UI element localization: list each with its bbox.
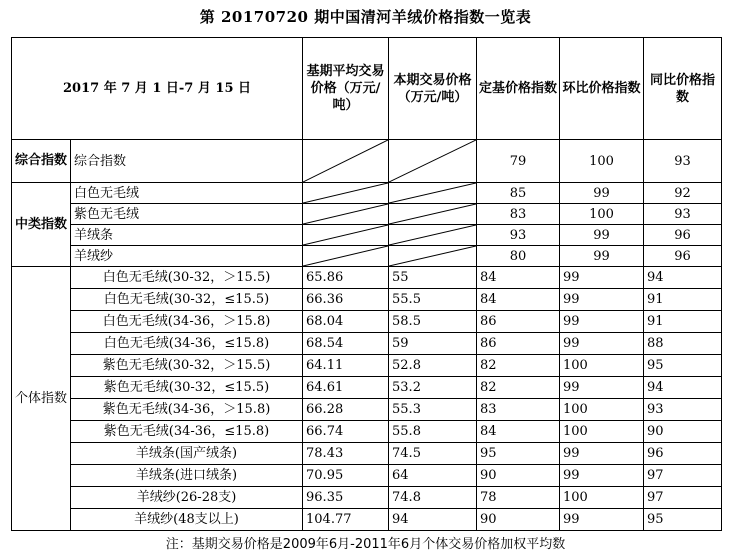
- yoy-value: 96: [644, 443, 722, 465]
- current-price-value: 94: [389, 509, 477, 531]
- table-row: [12, 399, 722, 421]
- base-price-empty: [303, 183, 389, 204]
- current-price-value: 74.5: [389, 443, 477, 465]
- mom-value: 100: [560, 421, 644, 443]
- mom-value: 100: [560, 487, 644, 509]
- fixed-base-value: 82: [477, 377, 560, 399]
- table-row: [12, 183, 722, 204]
- table-row: [12, 421, 722, 443]
- fixed-base-value: 82: [477, 355, 560, 377]
- yoy-value: 96: [644, 225, 722, 246]
- item-name: 羊绒条(国产绒条): [71, 443, 303, 465]
- current-price-empty: [389, 204, 477, 225]
- diagonal-line: [389, 204, 476, 224]
- base-price-value: 104.77: [303, 509, 389, 531]
- current-price-value: 74.8: [389, 487, 477, 509]
- item-name: 白色无毛绒(30-32，≤15.5): [71, 289, 303, 311]
- current-price-empty: [389, 183, 477, 204]
- table-row: [12, 443, 722, 465]
- item-name: 羊绒纱(26-28支): [71, 487, 303, 509]
- fixed-base-value: 84: [477, 421, 560, 443]
- item-name: 白色无毛绒(30-32，＞15.5): [71, 267, 303, 289]
- base-price-value: 66.74: [303, 421, 389, 443]
- footnote: 注：基期交易价格是2009年6月-2011年6月个体交易价格加权平均数: [165, 537, 566, 552]
- diagonal-line: [389, 225, 476, 245]
- fixed-base-value: 83: [477, 399, 560, 421]
- table-row: [12, 289, 722, 311]
- yoy-value: 93: [644, 399, 722, 421]
- yoy-value: 97: [644, 487, 722, 509]
- current-price-empty: [389, 225, 477, 246]
- yoy-value: 88: [644, 333, 722, 355]
- fixed-base-value: 86: [477, 311, 560, 333]
- table-row: [12, 140, 722, 183]
- mom-value: 99: [560, 377, 644, 399]
- table-row: [12, 509, 722, 531]
- table-row: [12, 246, 722, 267]
- base-price-value: 66.36: [303, 289, 389, 311]
- table-row: [12, 465, 722, 487]
- current-price-value: 59: [389, 333, 477, 355]
- diagonal-line: [389, 140, 476, 182]
- current-price-value: 52.8: [389, 355, 477, 377]
- item-name: 羊绒条: [71, 225, 303, 246]
- current-price-value: 64: [389, 465, 477, 487]
- item-name: 白色无毛绒(34-36，≤15.8): [71, 333, 303, 355]
- mom-value: 99: [560, 267, 644, 289]
- item-name: 紫色无毛绒(34-36，＞15.8): [71, 399, 303, 421]
- diagonal-line: [389, 183, 476, 203]
- diagonal-line: [303, 246, 388, 266]
- diagonal-line: [389, 246, 476, 266]
- fixed-base-value: 95: [477, 443, 560, 465]
- base-price-empty: [303, 225, 389, 246]
- item-name: 紫色无毛绒(30-32，＞15.5): [71, 355, 303, 377]
- mom-value: 100: [560, 399, 644, 421]
- middle-category: 中类指数: [12, 183, 71, 267]
- fixed-base-value: 83: [477, 204, 560, 225]
- base-price-value: 70.95: [303, 465, 389, 487]
- fixed-base-value: 93: [477, 225, 560, 246]
- fixed-base-value: 90: [477, 465, 560, 487]
- base-price-value: 66.28: [303, 399, 389, 421]
- yoy-value: 95: [644, 509, 722, 531]
- individual-category: 个体指数: [12, 267, 71, 531]
- current-price-header: 本期交易价格（万元/吨）: [389, 38, 477, 140]
- mom-value: 99: [560, 311, 644, 333]
- current-price-empty: [389, 246, 477, 267]
- item-name: 紫色无毛绒(34-36，≤15.8): [71, 421, 303, 443]
- yoy-value: 94: [644, 267, 722, 289]
- table-row: [12, 355, 722, 377]
- item-name: 羊绒纱: [71, 246, 303, 267]
- current-price-value: 58.5: [389, 311, 477, 333]
- period-header: 2017 年 7 月 1 日-7 月 15 日: [12, 38, 303, 140]
- table-title: 第 20170720 期中国清河羊绒价格指数一览表: [199, 8, 532, 26]
- yoy-value: 90: [644, 421, 722, 443]
- item-name: 紫色无毛绒: [71, 204, 303, 225]
- mom-value: 100: [560, 355, 644, 377]
- yoy-value: 97: [644, 465, 722, 487]
- yoy-value: 93: [644, 204, 722, 225]
- diagonal-line: [303, 140, 388, 182]
- fixed-base-value: 80: [477, 246, 560, 267]
- fixed-base-index-header: 定基价格指数: [477, 38, 560, 140]
- base-price-value: 78.43: [303, 443, 389, 465]
- base-price-value: 64.61: [303, 377, 389, 399]
- table-row: [12, 225, 722, 246]
- yoy-value: 95: [644, 355, 722, 377]
- mom-value: 99: [560, 246, 644, 267]
- yoy-value: 96: [644, 246, 722, 267]
- mom-value: 99: [560, 225, 644, 246]
- current-price-value: 55.8: [389, 421, 477, 443]
- yoy-value: 91: [644, 289, 722, 311]
- base-price-empty: [303, 246, 389, 267]
- base-price-header: 基期平均交易价格（万元/吨）: [303, 38, 389, 140]
- diagonal-line: [303, 225, 388, 245]
- base-price-empty: [303, 140, 389, 183]
- table-row: [12, 487, 722, 509]
- item-name: 白色无毛绒: [71, 183, 303, 204]
- mom-value: 99: [560, 183, 644, 204]
- mom-value: 99: [560, 509, 644, 531]
- item-name: 羊绒条(进口绒条): [71, 465, 303, 487]
- table-row: [12, 333, 722, 355]
- yoy-value: 92: [644, 183, 722, 204]
- base-price-empty: [303, 204, 389, 225]
- price-index-table: [11, 37, 722, 531]
- fixed-base-value: 79: [477, 140, 560, 183]
- mom-value: 99: [560, 443, 644, 465]
- base-price-value: 64.11: [303, 355, 389, 377]
- current-price-value: 53.2: [389, 377, 477, 399]
- fixed-base-value: 86: [477, 333, 560, 355]
- table-row: [12, 311, 722, 333]
- item-name: 白色无毛绒(34-36，＞15.8): [71, 311, 303, 333]
- table-row: [12, 204, 722, 225]
- current-price-empty: [389, 140, 477, 183]
- item-name: 羊绒纱(48支以上): [71, 509, 303, 531]
- yoy-value: 93: [644, 140, 722, 183]
- diagonal-line: [303, 204, 388, 224]
- mom-index-header: 环比价格指数: [560, 38, 644, 140]
- yoy-value: 91: [644, 311, 722, 333]
- fixed-base-value: 90: [477, 509, 560, 531]
- mom-value: 100: [560, 204, 644, 225]
- yoy-index-header: 同比价格指数: [644, 38, 722, 140]
- fixed-base-value: 78: [477, 487, 560, 509]
- base-price-value: 68.04: [303, 311, 389, 333]
- composite-category: 综合指数: [12, 140, 71, 183]
- item-name: 紫色无毛绒(30-32，≤15.5): [71, 377, 303, 399]
- mom-value: 100: [560, 140, 644, 183]
- current-price-value: 55: [389, 267, 477, 289]
- composite-name: 综合指数: [71, 140, 303, 183]
- yoy-value: 94: [644, 377, 722, 399]
- base-price-value: 65.86: [303, 267, 389, 289]
- diagonal-line: [303, 183, 388, 203]
- base-price-value: 96.35: [303, 487, 389, 509]
- current-price-value: 55.5: [389, 289, 477, 311]
- base-price-value: 68.54: [303, 333, 389, 355]
- mom-value: 99: [560, 333, 644, 355]
- fixed-base-value: 84: [477, 267, 560, 289]
- mom-value: 99: [560, 289, 644, 311]
- current-price-value: 55.3: [389, 399, 477, 421]
- mom-value: 99: [560, 465, 644, 487]
- fixed-base-value: 85: [477, 183, 560, 204]
- fixed-base-value: 84: [477, 289, 560, 311]
- table-row: [12, 377, 722, 399]
- table-row: [12, 267, 722, 289]
